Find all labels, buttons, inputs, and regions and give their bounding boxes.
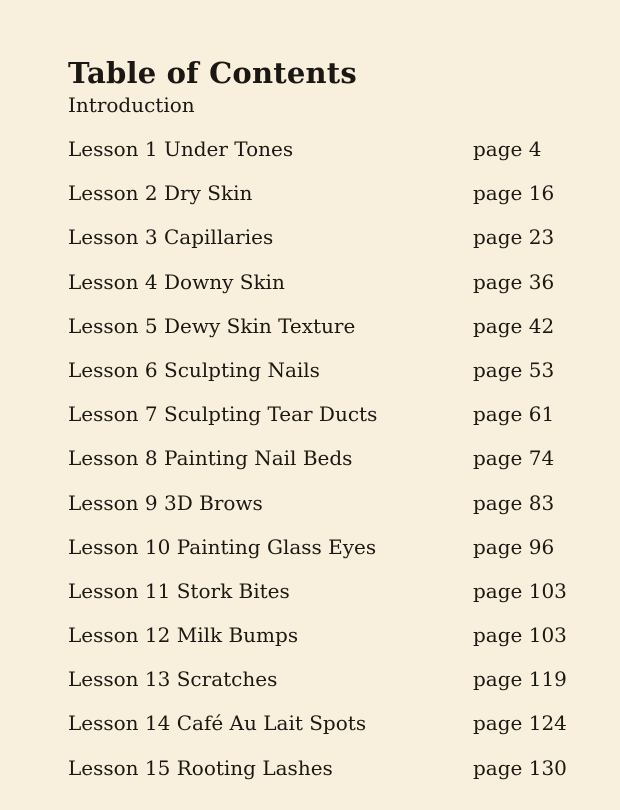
page-number: page 53 xyxy=(473,357,555,382)
toc-row-lesson-6 xyxy=(68,355,588,399)
page-number: page 74 xyxy=(473,446,555,471)
lesson-title: Lesson 5 Dewy Skin Texture xyxy=(68,313,356,338)
toc-row-lesson-3 xyxy=(68,222,588,266)
page-number: page 4 xyxy=(473,137,542,161)
toc-list xyxy=(68,134,588,797)
lesson-title: Lesson 8 Painting Nail Beds xyxy=(68,446,353,471)
page-number: page 103 xyxy=(473,578,567,603)
page-number: page 42 xyxy=(473,313,555,338)
lesson-title: Lesson 11 Stork Bites xyxy=(68,578,290,603)
lesson-title: Lesson 3 Capillaries xyxy=(68,225,274,250)
toc-row-lesson-4 xyxy=(68,267,588,311)
lesson-title: Lesson 10 Painting Glass Eyes xyxy=(68,534,377,559)
toc-row-lesson-11 xyxy=(68,576,588,620)
toc-row-lesson-8 xyxy=(68,443,588,487)
lesson-title: Lesson 7 Sculpting Tear Ducts xyxy=(68,402,378,427)
lesson-title: Lesson 12 Milk Bumps xyxy=(68,623,299,648)
page-title: Table of Contents xyxy=(68,56,357,91)
toc-row-lesson-14 xyxy=(68,708,588,752)
lesson-title: Lesson 6 Sculpting Nails xyxy=(68,357,320,382)
toc-row-lesson-13 xyxy=(68,664,588,708)
toc-row-lesson-2 xyxy=(68,178,588,222)
lesson-title: Lesson 14 Café Au Lait Spots xyxy=(68,711,367,736)
lesson-title: Lesson 15 Rooting Lashes xyxy=(68,755,333,780)
page-number: page 61 xyxy=(473,402,555,427)
lesson-title: Lesson 4 Downy Skin xyxy=(68,269,285,294)
introduction-entry: Introduction xyxy=(68,93,195,117)
lesson-title: Lesson 1 Under Tones xyxy=(68,137,294,161)
page-number: page 124 xyxy=(473,711,567,736)
page-number: page 96 xyxy=(473,534,555,559)
page-number: page 119 xyxy=(473,667,567,692)
page-number: page 103 xyxy=(473,623,567,648)
page-number: page 16 xyxy=(473,181,555,206)
page-number: page 130 xyxy=(473,755,567,780)
lesson-title: Lesson 2 Dry Skin xyxy=(68,181,253,206)
page-number: page 83 xyxy=(473,490,555,515)
toc-row-lesson-15 xyxy=(68,753,588,797)
toc-row-lesson-5 xyxy=(68,311,588,355)
toc-row-lesson-1 xyxy=(68,134,588,178)
page-number: page 23 xyxy=(473,225,555,250)
toc-row-lesson-7 xyxy=(68,399,588,443)
lesson-title: Lesson 9 3D Brows xyxy=(68,490,263,515)
page-number: page 36 xyxy=(473,269,555,294)
toc-row-lesson-12 xyxy=(68,620,588,664)
lesson-title: Lesson 13 Scratches xyxy=(68,667,278,692)
toc-row-lesson-9 xyxy=(68,488,588,532)
toc-row-lesson-10 xyxy=(68,532,588,576)
